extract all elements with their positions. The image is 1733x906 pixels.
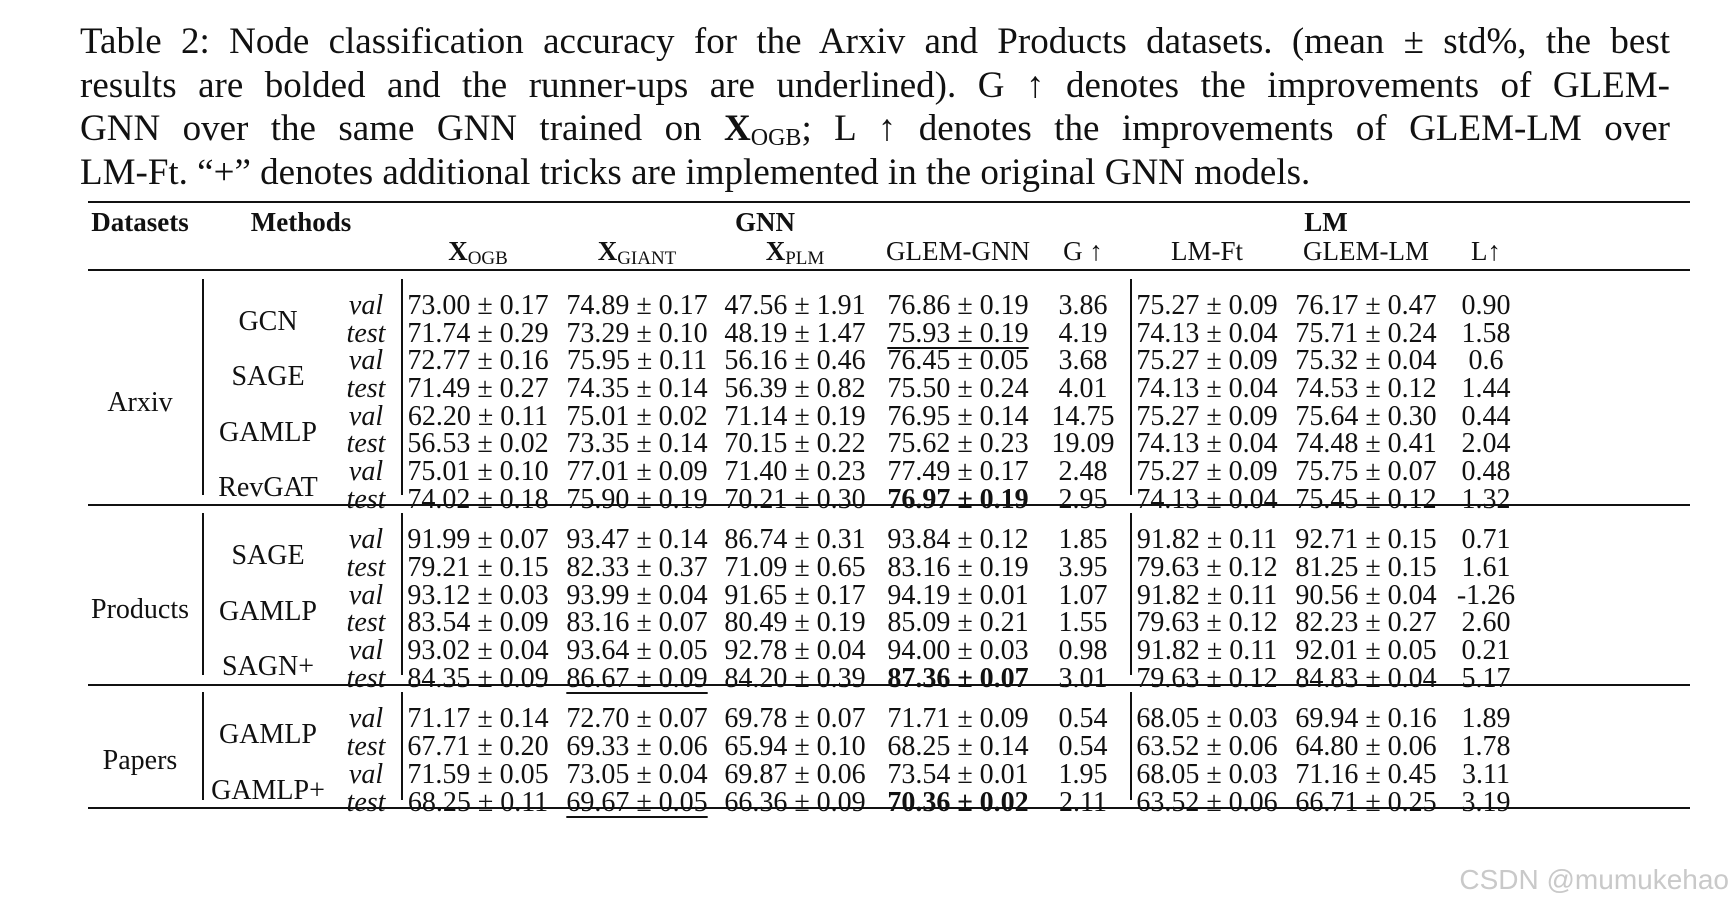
table-cell: 2.95	[1058, 484, 1108, 515]
split-label: val	[348, 345, 384, 376]
column-header: LM-Ft	[1170, 236, 1244, 266]
table-cell: 4.01	[1058, 373, 1108, 404]
column-divider	[202, 692, 204, 800]
table-cell: 1.58	[1461, 318, 1511, 349]
table-cell: 0.54	[1058, 703, 1108, 734]
table-cell: 75.45 ± 0.12	[1295, 484, 1437, 515]
table-cell: 1.95	[1058, 759, 1108, 790]
table-cell: 74.53 ± 0.12	[1295, 373, 1437, 404]
caption-line: results are bolded and the runner-ups are underlined). G ↑ denotes the improvements of GLEM-	[80, 64, 1670, 106]
table-cell: 68.25 ± 0.14	[887, 731, 1029, 762]
caption-line: Table 2: Node classification accuracy for the Arxiv and Products datasets. (mean ± std%, the best	[80, 21, 1670, 62]
table-cell: 76.97 ± 0.19	[887, 484, 1029, 515]
table-cell: 91.82 ± 0.11	[1136, 580, 1278, 611]
table-cell: 3.68	[1058, 345, 1108, 376]
table-cell: 74.02 ± 0.18	[407, 484, 549, 515]
table-cell: 4.19	[1058, 318, 1108, 349]
table-cell: 74.35 ± 0.14	[566, 373, 708, 404]
table-cell: 71.14 ± 0.19	[724, 401, 866, 432]
table-cell: 79.63 ± 0.12	[1136, 663, 1278, 694]
table-cell: 63.52 ± 0.06	[1136, 731, 1278, 762]
table-cell: 81.25 ± 0.15	[1295, 552, 1437, 583]
watermark: CSDN @mumukehao	[1459, 864, 1729, 895]
table-cell: 67.71 ± 0.20	[407, 731, 549, 762]
table-cell: 73.05 ± 0.04	[566, 759, 708, 790]
split-label: test	[346, 552, 386, 583]
table-cell: 76.86 ± 0.19	[887, 290, 1029, 321]
table-cell: 19.09	[1051, 428, 1115, 459]
table-cell: 56.16 ± 0.46	[724, 345, 866, 376]
table-cell: 87.36 ± 0.07	[887, 663, 1029, 694]
table-cell: 93.02 ± 0.04	[407, 635, 549, 666]
column-divider	[1130, 279, 1132, 495]
table-cell: 3.86	[1058, 290, 1108, 321]
table-cell: 68.05 ± 0.03	[1136, 759, 1278, 790]
table-cell: 91.65 ± 0.17	[724, 580, 866, 611]
table-cell: 1.85	[1058, 524, 1108, 555]
table-cell: 77.49 ± 0.17	[887, 456, 1029, 487]
table-cell: 1.07	[1058, 580, 1108, 611]
table-cell: 86.74 ± 0.31	[724, 524, 866, 555]
table-cell: 91.82 ± 0.11	[1136, 635, 1278, 666]
table-cell: 74.13 ± 0.04	[1136, 373, 1278, 404]
table-cell: 74.13 ± 0.04	[1136, 318, 1278, 349]
method-label: RevGAT	[218, 472, 318, 503]
table-cell: 93.84 ± 0.12	[887, 524, 1029, 555]
table-cell: 71.09 ± 0.65	[724, 552, 866, 583]
table-cell: 69.78 ± 0.07	[724, 703, 866, 734]
table-cell: 63.52 ± 0.06	[1136, 787, 1278, 818]
split-label: val	[348, 580, 384, 611]
table-cell: 75.64 ± 0.30	[1295, 401, 1437, 432]
table-cell: 83.54 ± 0.09	[407, 607, 549, 638]
table-cell: 74.13 ± 0.04	[1136, 428, 1278, 459]
table-cell: 1.55	[1058, 607, 1108, 638]
table-cell: 0.48	[1461, 456, 1511, 487]
table-cell: 75.27 ± 0.09	[1136, 456, 1278, 487]
table-cell: 68.25 ± 0.11	[407, 787, 549, 818]
column-header: G ↑	[1063, 236, 1103, 266]
table-cell: 66.36 ± 0.09	[724, 787, 866, 818]
dataset-label: Products	[91, 593, 189, 625]
table-cell: 75.27 ± 0.09	[1136, 290, 1278, 321]
table-cell: 91.99 ± 0.07	[407, 524, 549, 555]
column-divider	[401, 692, 403, 800]
table-cell: 72.77 ± 0.16	[407, 345, 549, 376]
table-cell: 69.94 ± 0.16	[1295, 703, 1437, 734]
table-cell: 3.19	[1461, 787, 1511, 818]
column-header: GLEM-GNN	[886, 236, 1030, 266]
table-cell: 75.62 ± 0.23	[887, 428, 1029, 459]
table-cell: 1.32	[1461, 484, 1511, 515]
method-label: GAMLP	[218, 719, 318, 750]
table-cell: 75.50 ± 0.24	[887, 373, 1029, 404]
table-cell: 14.75	[1051, 401, 1115, 432]
table-cell: 56.39 ± 0.82	[724, 373, 866, 404]
method-label: GCN	[238, 306, 298, 337]
table-cell: 92.71 ± 0.15	[1295, 524, 1437, 555]
table-cell: 56.53 ± 0.02	[407, 428, 549, 459]
table-cell: 74.48 ± 0.41	[1295, 428, 1437, 459]
method-label: SAGE	[231, 540, 305, 571]
split-label: test	[346, 607, 386, 638]
column-header: $X_{OGB}$	[448, 236, 508, 269]
table-cell: 47.56 ± 1.91	[724, 290, 866, 321]
table-cell: 1.89	[1461, 703, 1511, 734]
table-cell: 75.32 ± 0.04	[1295, 345, 1437, 376]
method-label: GAMLP	[218, 595, 318, 627]
header-lm-group: LM	[1304, 207, 1348, 237]
table-cell: 79.63 ± 0.12	[1136, 607, 1278, 638]
table-cell: 93.47 ± 0.14	[566, 524, 708, 555]
split-label: test	[346, 787, 386, 818]
table-cell: 84.83 ± 0.04	[1295, 663, 1437, 694]
table-cell: 2.04	[1461, 428, 1511, 459]
table-cell: 80.49 ± 0.19	[724, 607, 866, 638]
table-cell: 0.98	[1058, 635, 1108, 666]
split-label: test	[346, 484, 386, 515]
table-cell: 75.75 ± 0.07	[1295, 456, 1437, 487]
table-cell: 0.54	[1058, 731, 1108, 762]
column-divider	[401, 513, 403, 675]
column-header: $X_{GIANT}$	[597, 236, 677, 269]
table-cell: 5.17	[1461, 663, 1511, 694]
table-cell: 76.95 ± 0.14	[887, 401, 1029, 432]
table-cell: 69.87 ± 0.06	[724, 759, 866, 790]
column-divider	[401, 279, 403, 495]
table-cell: 71.74 ± 0.29	[407, 318, 549, 349]
method-label: SAGN+	[221, 651, 315, 682]
header-datasets: Datasets	[91, 207, 189, 237]
table-cell: 75.01 ± 0.10	[407, 456, 549, 487]
table-cell: 74.89 ± 0.17	[566, 290, 708, 321]
table-cell: 75.95 ± 0.11	[566, 345, 708, 376]
dataset-label: Papers	[102, 745, 178, 776]
table-caption	[80, 20, 1670, 194]
column-header: L↑	[1471, 236, 1501, 266]
table-cell: 84.35 ± 0.09	[407, 663, 549, 694]
table-cell: 94.00 ± 0.03	[887, 635, 1029, 666]
split-label: val	[348, 524, 384, 555]
table-cell: 79.21 ± 0.15	[407, 552, 549, 583]
table-cell: 93.99 ± 0.04	[566, 580, 708, 611]
split-label: val	[348, 635, 384, 666]
table-cell: 0.90	[1461, 290, 1511, 321]
column-divider	[202, 279, 204, 495]
table-cell: 72.70 ± 0.07	[566, 703, 708, 734]
split-label: test	[346, 373, 386, 404]
table-cell: 62.20 ± 0.11	[407, 401, 549, 432]
split-label: val	[348, 401, 384, 432]
table-cell: 83.16 ± 0.19	[887, 552, 1029, 583]
table-cell: 3.11	[1462, 759, 1510, 790]
table-cell: 1.61	[1461, 552, 1511, 583]
caption-line: GNN over the same GNN trained on $X_{OGB}$; L ↑ denotes the improvements of GLEM-LM over	[80, 108, 1670, 151]
table-cell: 74.13 ± 0.04	[1136, 484, 1278, 515]
table-cell: 68.05 ± 0.03	[1136, 703, 1278, 734]
split-label: val	[348, 759, 384, 790]
table-cell: 73.35 ± 0.14	[566, 428, 708, 459]
table-cell: 92.01 ± 0.05	[1295, 635, 1437, 666]
method-label: SAGE	[231, 361, 305, 392]
dataset-label: Arxiv	[107, 387, 173, 418]
table-cell: 82.33 ± 0.37	[566, 552, 708, 583]
table-cell: 75.90 ± 0.19	[566, 484, 708, 515]
table-cell: 71.71 ± 0.09	[887, 703, 1029, 734]
table-cell: 75.93 ± 0.19	[887, 318, 1029, 349]
table-cell: 64.80 ± 0.06	[1295, 731, 1437, 762]
table-cell: 70.36 ± 0.02	[887, 787, 1029, 818]
table-cell: 71.17 ± 0.14	[407, 703, 549, 734]
table-cell: 71.59 ± 0.05	[407, 759, 549, 790]
table-cell: 73.00 ± 0.17	[407, 290, 549, 321]
table-cell: 73.54 ± 0.01	[887, 759, 1029, 790]
table-cell: 3.95	[1058, 552, 1108, 583]
table-cell: 48.19 ± 1.47	[724, 318, 866, 349]
split-label: test	[346, 428, 386, 459]
column-divider	[202, 513, 204, 675]
table-cell: 77.01 ± 0.09	[566, 456, 708, 487]
caption-line: LM-Ft. “+” denotes additional tricks are implemented in the original GNN models.	[80, 151, 1311, 193]
column-header: $X_{PLM}$	[765, 236, 825, 269]
table-cell: 75.01 ± 0.02	[566, 401, 708, 432]
table-cell: 75.71 ± 0.24	[1295, 318, 1437, 349]
table-cell: 75.27 ± 0.09	[1136, 401, 1278, 432]
table-cell: 70.15 ± 0.22	[724, 428, 866, 459]
split-label: test	[346, 731, 386, 762]
column-divider	[1130, 513, 1132, 675]
table-cell: 65.94 ± 0.10	[724, 731, 866, 762]
table-cell: 86.67 ± 0.09	[566, 663, 708, 694]
table-cell: 75.27 ± 0.09	[1136, 345, 1278, 376]
table-cell: 3.01	[1058, 663, 1108, 694]
table-cell: 71.49 ± 0.27	[407, 373, 549, 404]
table-cell: 70.21 ± 0.30	[724, 484, 866, 515]
table-cell: 71.16 ± 0.45	[1295, 759, 1437, 790]
table-cell: 79.63 ± 0.12	[1136, 552, 1278, 583]
table-cell: 0.44	[1461, 401, 1511, 432]
column-header: GLEM-LM	[1303, 236, 1429, 266]
table-rule	[88, 269, 1690, 271]
split-label: val	[348, 703, 384, 734]
split-label: test	[346, 318, 386, 349]
table-cell: 93.64 ± 0.05	[566, 635, 708, 666]
table-cell: 66.71 ± 0.25	[1295, 787, 1437, 818]
table-cell: 2.48	[1058, 456, 1108, 487]
table-cell: 93.12 ± 0.03	[407, 580, 549, 611]
table-cell: 76.17 ± 0.47	[1295, 290, 1437, 321]
table-cell: 82.23 ± 0.27	[1295, 607, 1437, 638]
table-cell: 71.40 ± 0.23	[724, 456, 866, 487]
table-cell: 90.56 ± 0.04	[1295, 580, 1437, 611]
table-cell: 2.11	[1059, 787, 1107, 818]
method-label: GAMLP	[218, 416, 318, 448]
table-cell: 83.16 ± 0.07	[566, 607, 708, 638]
split-label: val	[348, 290, 384, 321]
table-cell: 1.78	[1461, 731, 1511, 762]
table-cell: 0.6	[1468, 345, 1504, 376]
table-cell: 94.19 ± 0.01	[887, 580, 1029, 611]
table-cell: 69.67 ± 0.05	[566, 787, 708, 818]
table-cell: 85.09 ± 0.21	[887, 607, 1029, 638]
table-cell: 0.21	[1461, 635, 1511, 666]
split-label: test	[346, 663, 386, 694]
table-cell: 84.20 ± 0.39	[724, 663, 866, 694]
table-cell: 73.29 ± 0.10	[566, 318, 708, 349]
split-label: val	[348, 456, 384, 487]
table-rule	[88, 201, 1690, 203]
table-cell: 1.44	[1461, 373, 1511, 404]
method-label: GAMLP+	[211, 775, 325, 806]
header-methods: Methods	[250, 207, 352, 237]
table-cell: 92.78 ± 0.04	[724, 635, 866, 666]
table-cell: 69.33 ± 0.06	[566, 731, 708, 762]
table-cell: 91.82 ± 0.11	[1136, 524, 1278, 555]
table-cell: 2.60	[1461, 607, 1511, 638]
column-divider	[1130, 692, 1132, 800]
header-gnn-group: GNN	[735, 207, 795, 237]
table-cell: -1.26	[1456, 580, 1516, 611]
table-cell: 0.71	[1461, 524, 1511, 555]
table-cell: 76.45 ± 0.05	[887, 345, 1029, 376]
